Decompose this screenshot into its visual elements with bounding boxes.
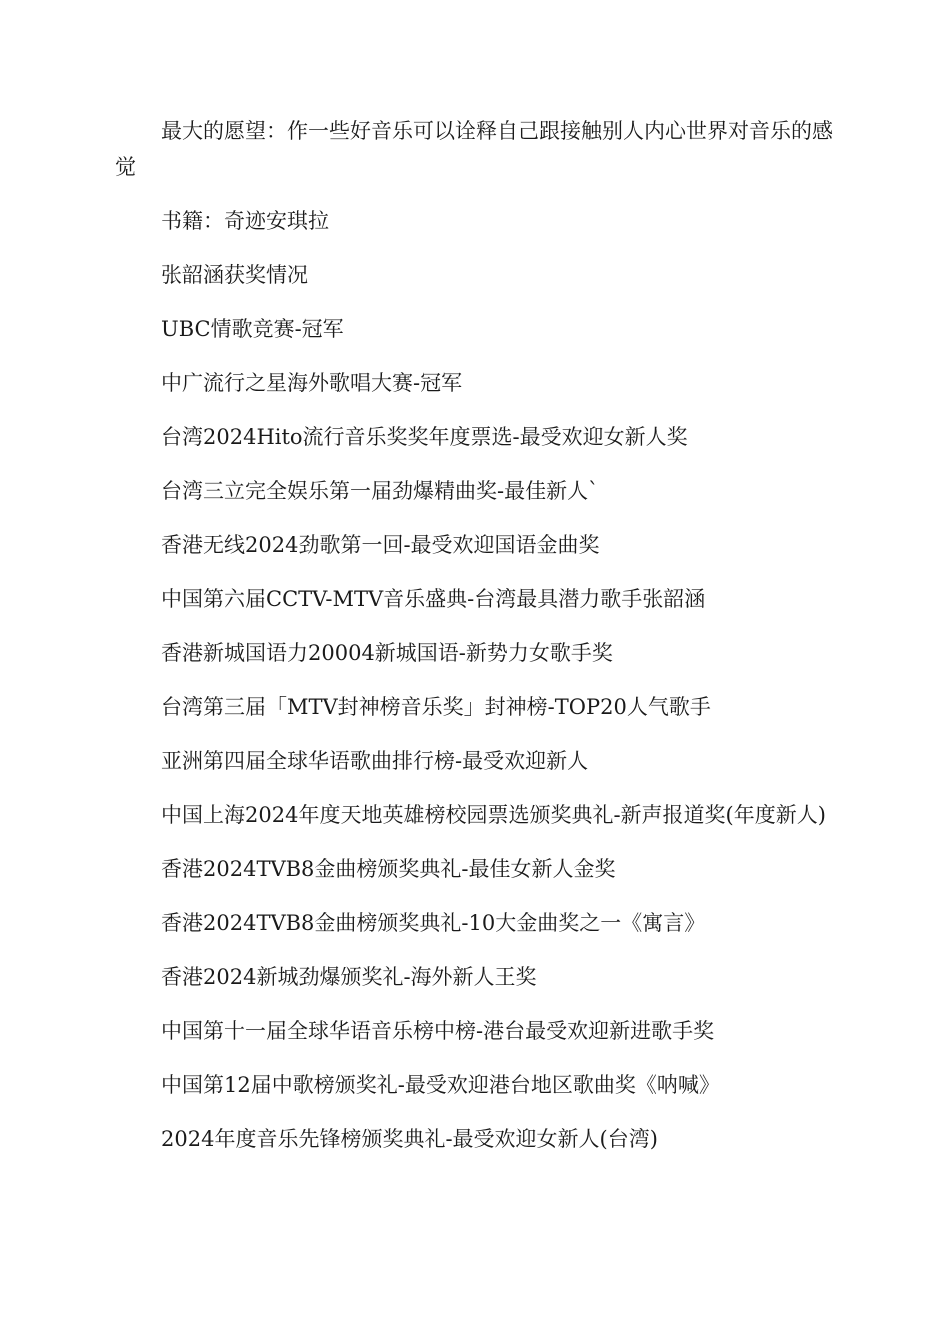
document-body (115, 113, 835, 1175)
award-item: 香港无线2024劲歌第一回-最受欢迎国语金曲奖 (161, 533, 600, 557)
award-item: 台湾三立完全娱乐第一届劲爆精曲奖-最佳新人` (161, 479, 599, 503)
award-item: 2024年度音乐先锋榜颁奖典礼-最受欢迎女新人(台湾) (161, 1127, 658, 1151)
award-item: 香港2024新城劲爆颁奖礼-海外新人王奖 (161, 965, 537, 989)
award-item: 台湾2024Hito流行音乐奖奖年度票选-最受欢迎女新人奖 (161, 425, 688, 449)
paragraph-awards-heading: 张韶涵获奖情况 (161, 263, 308, 287)
award-item: 中国上海2024年度天地英雄榜校园票选颁奖典礼-新声报道奖(年度新人) (161, 803, 826, 827)
award-item: 中国第12届中歌榜颁奖礼-最受欢迎港台地区歌曲奖《呐喊》 (161, 1073, 720, 1097)
award-item: 香港2024TVB8金曲榜颁奖典礼-最佳女新人金奖 (161, 857, 616, 881)
award-item: 中广流行之星海外歌唱大赛-冠军 (161, 371, 463, 395)
award-item: 香港2024TVB8金曲榜颁奖典礼-10大金曲奖之一《寓言》 (161, 911, 706, 935)
award-item: 中国第六届CCTV-MTV音乐盛典-台湾最具潜力歌手张韶涵 (161, 587, 706, 611)
award-item: UBC情歌竞赛-冠军 (161, 317, 344, 341)
award-item: 台湾第三届「MTV封神榜音乐奖」封神榜-TOP20人气歌手 (161, 695, 711, 719)
award-item: 中国第十一届全球华语音乐榜中榜-港台最受欢迎新进歌手奖 (161, 1019, 715, 1043)
award-item: 亚洲第四届全球华语歌曲排行榜-最受欢迎新人 (161, 749, 589, 773)
paragraph-wish: 最大的愿望：作一些好音乐可以诠释自己跟接触别人内心世界对音乐的感觉 (115, 119, 833, 179)
award-item: 香港新城国语力20004新城国语-新势力女歌手奖 (161, 641, 613, 665)
paragraph-books: 书籍：奇迹安琪拉 (161, 209, 329, 233)
